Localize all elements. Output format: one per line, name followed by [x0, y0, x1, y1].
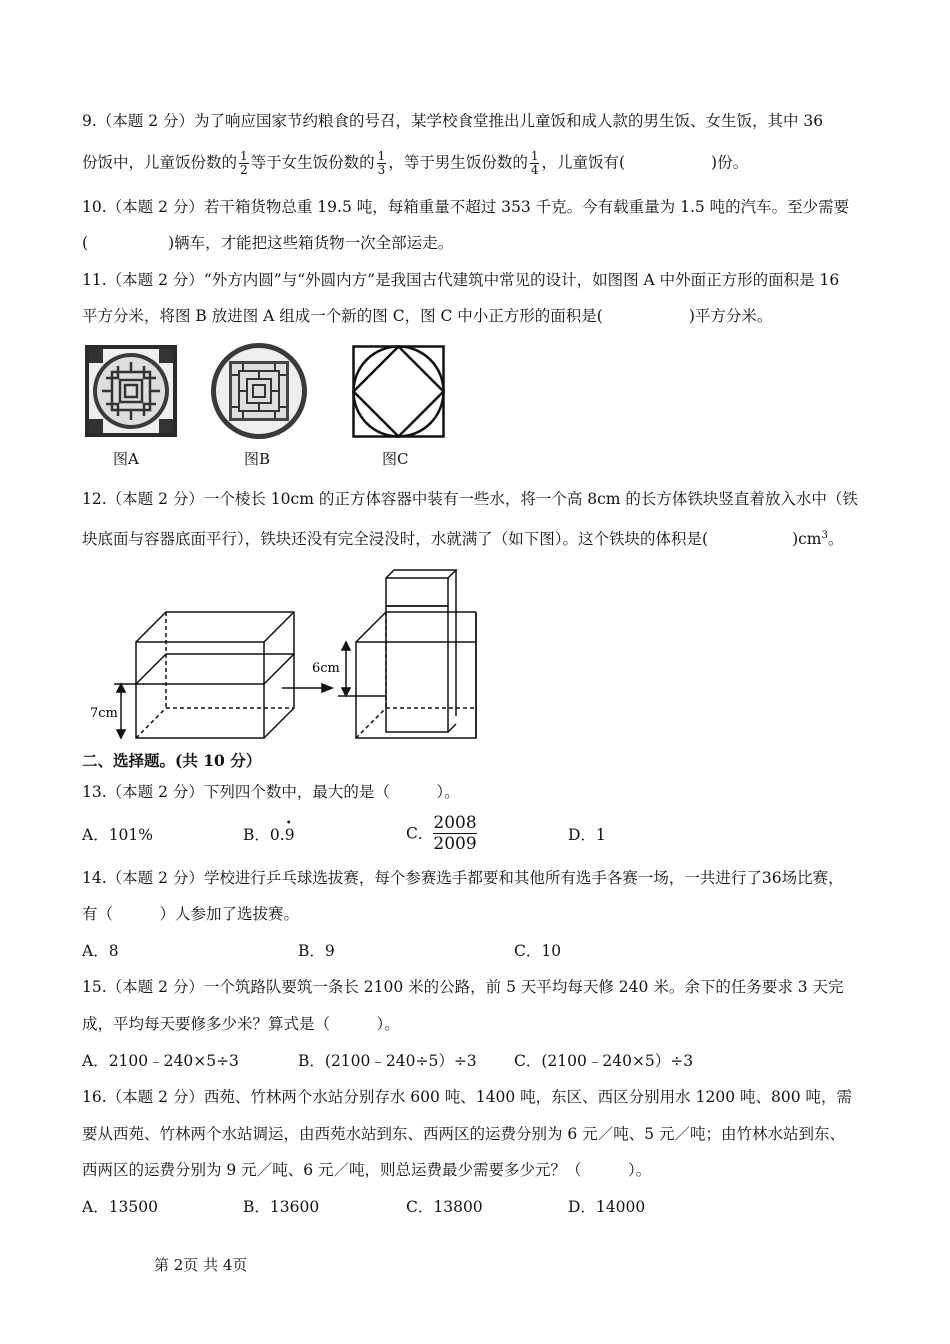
- q13-option-b[interactable]: [243, 825, 295, 845]
- q10-line2: [82, 233, 453, 253]
- label-7cm: 7cm: [90, 706, 118, 721]
- q12-cube-diagram: [84, 566, 484, 742]
- figure-c-geometry: [352, 345, 446, 439]
- fraction-2008-2009: [433, 813, 476, 854]
- q9-text-b: 等于女生饭份数的: [250, 153, 375, 172]
- q11-line2: [82, 306, 772, 326]
- q9-line1: 9.（本题 2 分）为了响应国家节约粮食的号召，某学校食堂推出儿童饭和成人款的男生饭、女生饭，其中 36: [82, 112, 824, 130]
- figure-c-caption: 图C: [382, 450, 409, 468]
- frac-num: 1: [240, 149, 248, 163]
- q16-line3: 西两区的运费分别为 9 元／吨、6 元／吨，则总运费最少需要多少元？（ ）。: [82, 1161, 652, 1179]
- q12-text-b: )cm: [792, 530, 822, 549]
- q14-line2: 有（ ）人参加了选拔赛。: [82, 905, 300, 923]
- frac-num: 2008: [433, 813, 477, 833]
- q16-option-b[interactable]: B．13600: [243, 1198, 320, 1216]
- page-footer: 第 2页 共 4页: [154, 1256, 248, 1274]
- figure-b-caption: 图B: [244, 450, 271, 468]
- q16-line2: 要从西苑、竹林两个水站调运，由西苑水站到东、西两区的运费分别为 6 元／吨、5 元／吨；由竹林水站到东、: [82, 1125, 846, 1143]
- q10-text-a: (: [82, 234, 89, 252]
- q11-text-b: )平方分米。: [688, 307, 773, 325]
- q14-option-c[interactable]: C．10: [514, 942, 562, 960]
- fraction-1-4: [530, 150, 540, 177]
- q12-line2: [82, 526, 843, 549]
- frac-num: 1: [377, 149, 386, 163]
- q9-line2: [82, 150, 748, 177]
- figure-a-caption: 图A: [113, 450, 139, 468]
- q15-option-c[interactable]: C．(2100﹣240×5）÷3: [514, 1052, 694, 1070]
- unit-exponent: 3: [821, 530, 828, 541]
- q15-option-b[interactable]: B．(2100﹣240÷5）÷3: [298, 1052, 477, 1070]
- label-6cm: 6cm: [312, 661, 340, 676]
- q9-text-c: ，等于男生饭份数的: [388, 153, 528, 172]
- q9-text-a: 份饭中，儿童饭份数的: [82, 153, 238, 172]
- frac-num: 1: [530, 149, 539, 163]
- frac-den: 2: [240, 163, 248, 177]
- q11-line1: 11.（本题 2 分）“外方内圆”与“外圆内方”是我国古代建筑中常见的设计，如图图 A 中外面正方形的面积是 16: [82, 271, 840, 289]
- q11-text-a: 平方分米，将图 B 放进图 A 组成一个新的图 C，图 C 中小正方形的面积是(: [82, 307, 603, 325]
- option-c-prefix: C．: [406, 824, 434, 843]
- frac-den: 2009: [433, 834, 477, 854]
- option-b-prefix: B．0.: [243, 826, 285, 844]
- q9-text-d: ，儿童饭有(: [541, 153, 626, 172]
- q12-text-c: 。: [827, 530, 844, 549]
- section-heading: 二、选择题。(共 10 分）: [82, 751, 262, 770]
- q13-stem: 13.（本题 2 分）下列四个数中，最大的是（ ）。: [82, 783, 460, 801]
- q10-text-b: )辆车，才能把这些箱货物一次全部运走。: [168, 234, 454, 252]
- q16-option-c[interactable]: C．13800: [406, 1198, 483, 1216]
- frac-den: 3: [377, 163, 386, 177]
- q14-option-b[interactable]: B．9: [298, 942, 335, 960]
- q14-option-a[interactable]: A．8: [82, 942, 119, 960]
- q16-line1: 16.（本题 2 分）西苑、竹林两个水站分别存水 600 吨、1400 吨，东区、西区分别用水 1200 吨、800 吨，需: [82, 1088, 852, 1106]
- q9-text-e: )份。: [711, 153, 749, 172]
- figure-a-lattice-square: [84, 344, 178, 438]
- fraction-1-3: [377, 150, 387, 177]
- frac-den: 4: [530, 163, 539, 177]
- fraction-1-2: [239, 150, 249, 177]
- q13-option-c[interactable]: [406, 813, 477, 854]
- q13-option-d[interactable]: D．1: [568, 826, 606, 844]
- q12-text-a: 块底面与容器底面平行），铁块还没有完全浸没时，水就满了（如下图）。这个铁块的体积是(: [82, 530, 709, 549]
- q10-line1: 10.（本题 2 分）若干箱货物总重 19.5 吨，每箱重量不超过 353 千克。今有载重量为 1.5 吨的汽车。至少需要: [82, 198, 850, 216]
- q15-line2: 成，平均每天要修多少米？算式是（ ）。: [82, 1015, 400, 1033]
- q14-line1: 14.（本题 2 分）学校进行乒乓球选拔赛，每个参赛选手都要和其他所有选手各赛一场，一共进行了36场比赛，: [82, 869, 844, 887]
- q15-line1: 15.（本题 2 分）一个筑路队要筑一条长 2100 米的公路，前 5 天平均每天修 240 米。余下的任务要求 3 天完: [82, 978, 844, 996]
- q12-line1: 12.（本题 2 分）一个棱长 10cm 的正方体容器中装有一些水，将一个高 8cm 的长方体铁块竖直着放入水中（铁: [82, 490, 858, 508]
- q16-option-a[interactable]: A．13500: [82, 1198, 159, 1216]
- repeating-digit: • 9: [285, 825, 295, 845]
- figure-b-lattice-circle: [210, 342, 308, 440]
- q15-option-a[interactable]: A．2100﹣240×5÷3: [82, 1052, 239, 1070]
- q13-option-a[interactable]: A．101%: [82, 826, 154, 844]
- q16-option-d[interactable]: D．14000: [568, 1198, 646, 1216]
